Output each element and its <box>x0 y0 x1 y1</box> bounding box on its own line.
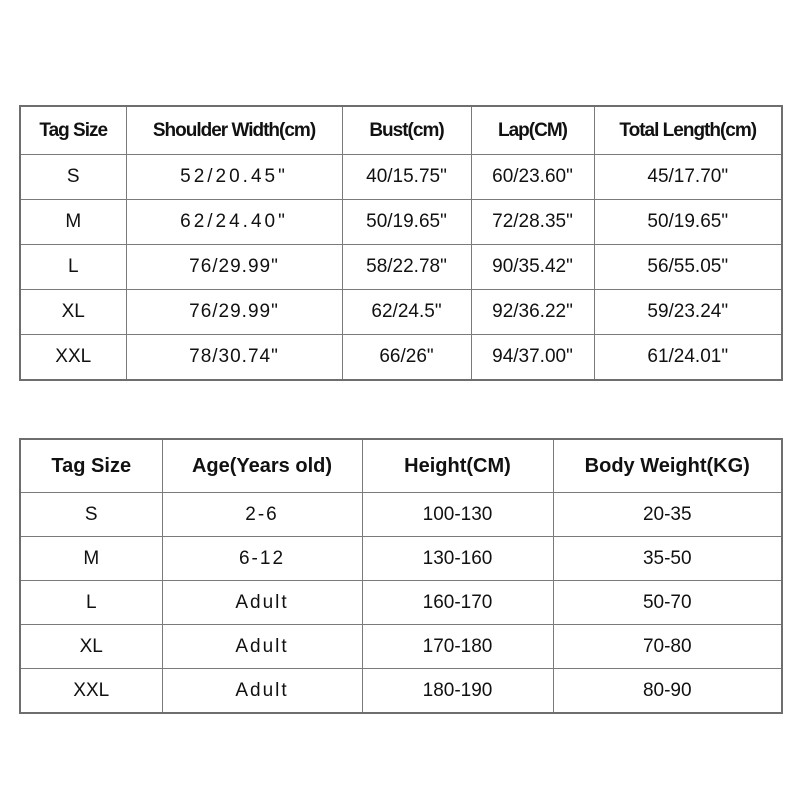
cell-lap: 92/36.22" <box>471 290 594 335</box>
cell-total-length: 45/17.70" <box>594 155 782 200</box>
cell-height: 160-170 <box>362 581 553 625</box>
cell-age: Adult <box>162 581 362 625</box>
cell-bust: 40/15.75" <box>342 155 471 200</box>
header-tag-size: Tag Size <box>20 439 162 493</box>
cell-shoulder-width: 76/29.99" <box>126 245 342 290</box>
table-row <box>20 625 782 669</box>
cell-tag-size: S <box>20 155 126 200</box>
header-tag-size: Tag Size <box>20 106 126 155</box>
header-shoulder-width: Shoulder Width(cm) <box>126 106 342 155</box>
header-height: Height(CM) <box>362 439 553 493</box>
cell-total-length: 61/24.01" <box>594 335 782 381</box>
cell-tag-size: M <box>20 537 162 581</box>
table-row <box>20 537 782 581</box>
cell-lap: 72/28.35" <box>471 200 594 245</box>
cell-lap: 94/37.00" <box>471 335 594 381</box>
cell-total-length: 50/19.65" <box>594 200 782 245</box>
table-row <box>20 245 782 290</box>
cell-bust: 66/26" <box>342 335 471 381</box>
cell-tag-size: L <box>20 245 126 290</box>
cell-age: 6-12 <box>162 537 362 581</box>
cell-lap: 60/23.60" <box>471 155 594 200</box>
cell-age: Adult <box>162 669 362 714</box>
cell-bust: 58/22.78" <box>342 245 471 290</box>
cell-body-weight: 35-50 <box>553 537 782 581</box>
table-row <box>20 335 782 381</box>
cell-bust: 62/24.5" <box>342 290 471 335</box>
cell-body-weight: 50-70 <box>553 581 782 625</box>
cell-tag-size: L <box>20 581 162 625</box>
cell-lap: 90/35.42" <box>471 245 594 290</box>
cell-tag-size: S <box>20 493 162 537</box>
table-header-row <box>20 439 782 493</box>
cell-tag-size: XXL <box>20 335 126 381</box>
measurements-table <box>19 105 783 381</box>
cell-tag-size: M <box>20 200 126 245</box>
cell-height: 100-130 <box>362 493 553 537</box>
cell-total-length: 59/23.24" <box>594 290 782 335</box>
cell-shoulder-width: 62/24.40" <box>126 200 342 245</box>
cell-shoulder-width: 52/20.45" <box>126 155 342 200</box>
cell-body-weight: 80-90 <box>553 669 782 714</box>
table-row <box>20 669 782 714</box>
fit-table <box>19 438 783 714</box>
cell-height: 170-180 <box>362 625 553 669</box>
cell-shoulder-width: 76/29.99" <box>126 290 342 335</box>
header-body-weight: Body Weight(KG) <box>553 439 782 493</box>
cell-tag-size: XXL <box>20 669 162 714</box>
cell-tag-size: XL <box>20 290 126 335</box>
header-bust: Bust(cm) <box>342 106 471 155</box>
header-total-length: Total Length(cm) <box>594 106 782 155</box>
cell-bust: 50/19.65" <box>342 200 471 245</box>
header-lap: Lap(CM) <box>471 106 594 155</box>
table-row <box>20 155 782 200</box>
header-age: Age(Years old) <box>162 439 362 493</box>
cell-shoulder-width: 78/30.74" <box>126 335 342 381</box>
cell-age: 2-6 <box>162 493 362 537</box>
table-row <box>20 200 782 245</box>
cell-age: Adult <box>162 625 362 669</box>
table-row <box>20 493 782 537</box>
table-header-row <box>20 106 782 155</box>
cell-height: 180-190 <box>362 669 553 714</box>
cell-body-weight: 70-80 <box>553 625 782 669</box>
cell-total-length: 56/55.05" <box>594 245 782 290</box>
table-row <box>20 290 782 335</box>
cell-tag-size: XL <box>20 625 162 669</box>
table-row <box>20 581 782 625</box>
cell-body-weight: 20-35 <box>553 493 782 537</box>
cell-height: 130-160 <box>362 537 553 581</box>
